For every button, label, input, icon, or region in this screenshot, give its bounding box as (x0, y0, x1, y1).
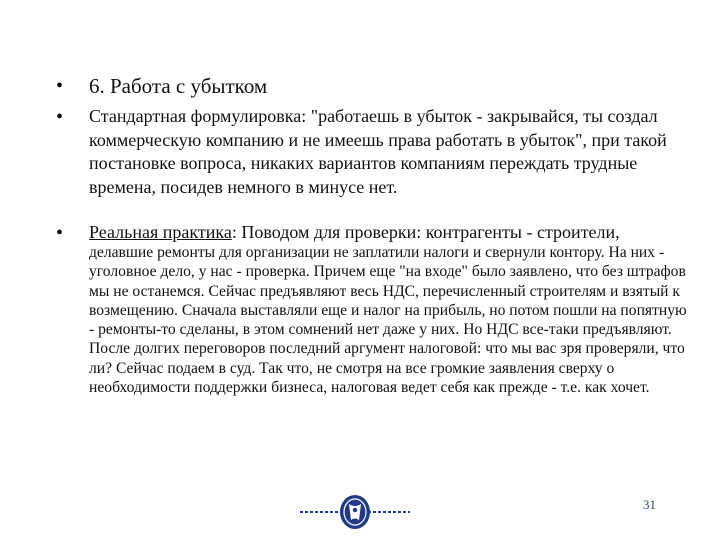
real-practice-lead: Поводом для проверки: контрагенты - строители, (236, 222, 620, 242)
emblem-logo-icon (300, 492, 410, 532)
real-practice-colon: : (231, 222, 237, 242)
bullet-marker: • (56, 106, 64, 128)
real-practice-block (89, 221, 689, 397)
real-practice-body: делавшие ремонты для организации не заплатили налоги и свернули контору. На них - уголовное дело, у нас - проверка. Причем еще "на входе" было заявлено, что без штрафов мы не останемся. Сейчас предъявляют весь НДС, перечисленный строителям и взятый к возмещению. Сначала выставляли еще и налог на прибыль, но потом пошли на попятную - ремонты-то сделаны, в этом сомнений нет даже у них. Но НДС все-таки предъявляют. После долгих переговоров последний аргумент налоговой: что мы вас зря проверяли, что ли? Сейчас подаем в суд. Так что, не смотря на все громкие заявления сверху о необходимости поддержки бизнеса, налоговая ведет себя как прежде - т.е. как хочет. (89, 244, 687, 397)
real-practice-lead-line (89, 221, 689, 244)
page-number: 31 (643, 497, 656, 512)
bullet-marker: • (56, 222, 64, 244)
bullet-marker: • (56, 75, 64, 97)
real-practice-label: Реальная практика (89, 222, 232, 242)
standard-wording-text: Стандартная формулировка: "работаешь в убыток - закрывайся, ты создал коммерческую компанию и не имеешь права работать в убыток", при такой постановке вопроса, никаких вариантов компаниям переждать трудные времена, посидев немного в минусе нет. (89, 106, 667, 197)
slide-heading: 6. Работа с убытком (89, 74, 268, 98)
